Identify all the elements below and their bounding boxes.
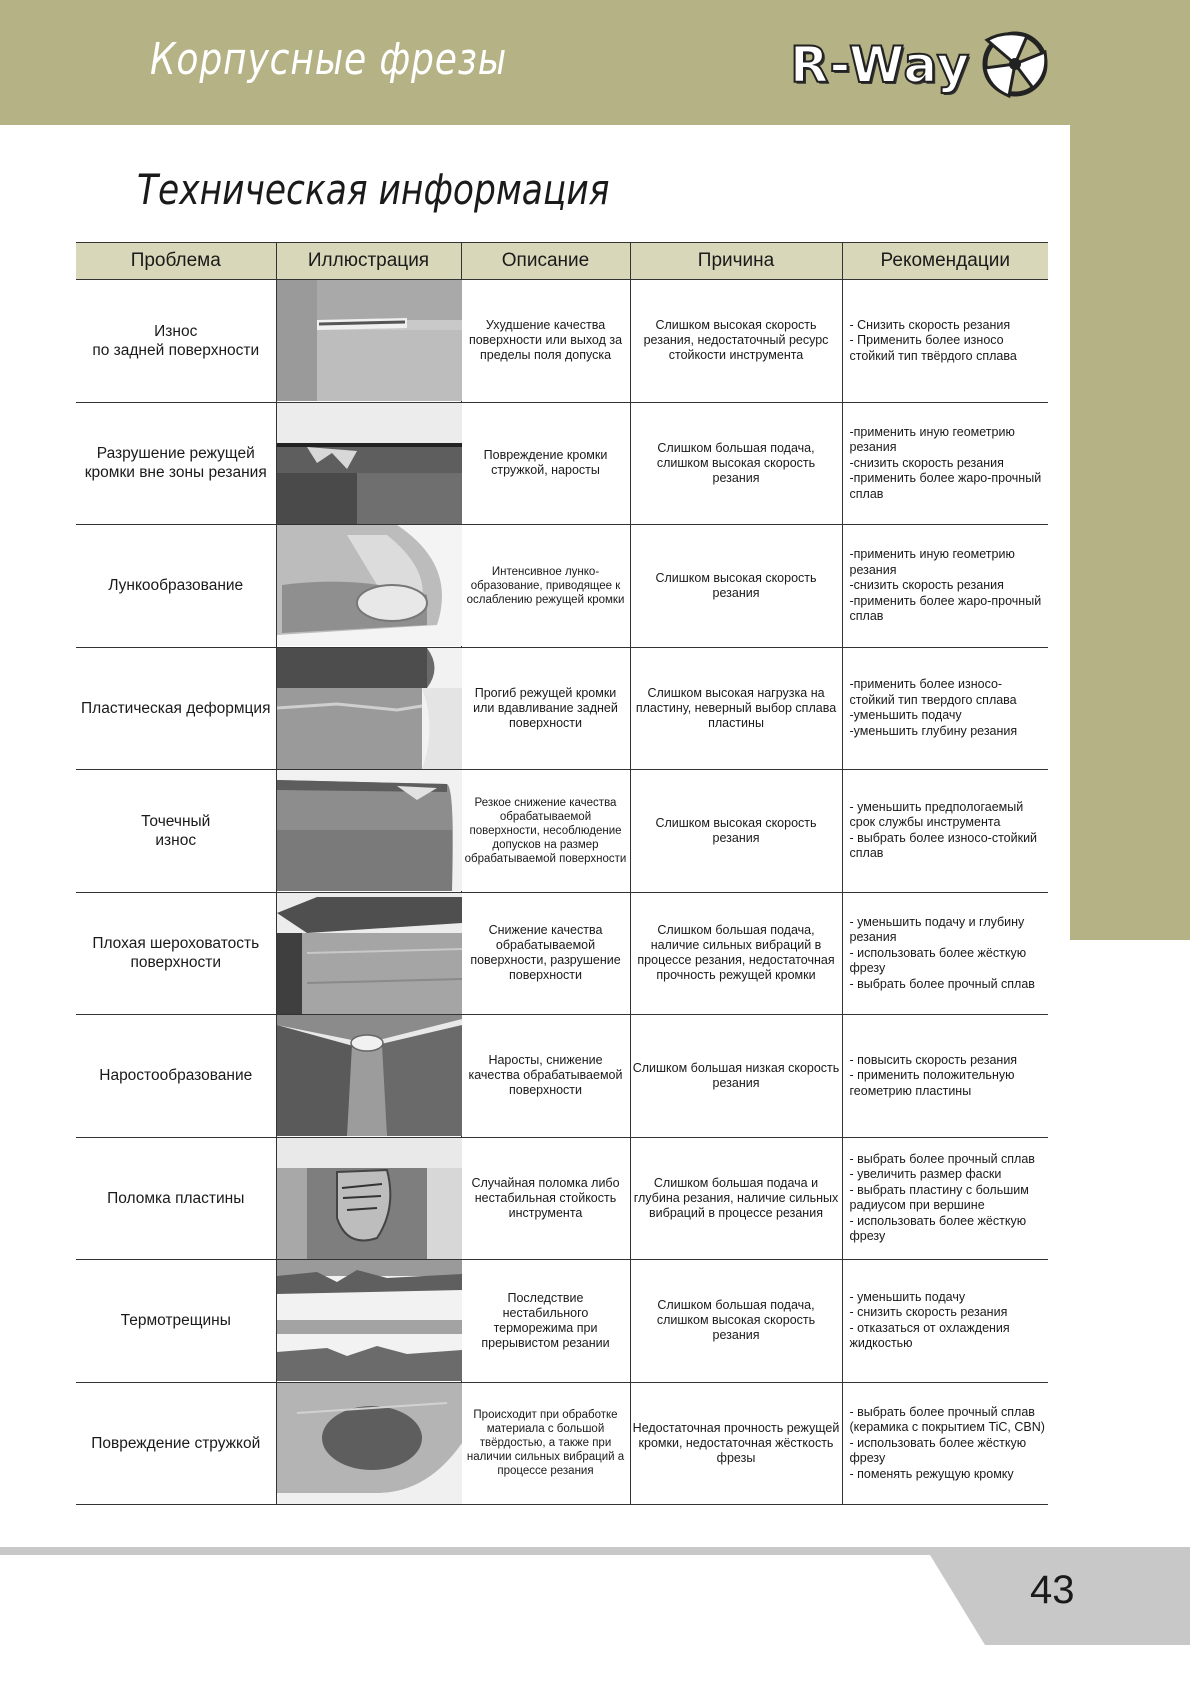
description-cell: Прогиб режущей кромки или вдавливание задней поверхности	[461, 647, 630, 770]
plastic-deformation-photo	[277, 648, 462, 769]
description-cell: Последствие нестабильного терморежима при прерывистом резании	[461, 1260, 630, 1383]
troubleshooting-table	[76, 242, 1048, 1505]
side-band	[1070, 125, 1190, 940]
recommendation-cell: - выбрать более прочный сплав - увеличить размер фаски - выбрать пластину с большим радиусом при вершине - использовать более жёсткую фрезу	[842, 1137, 1048, 1260]
illustration-cell	[276, 892, 461, 1015]
description-cell: Повреждение кромки стружкой, наросты	[461, 402, 630, 525]
description-cell: Происходит при обработке материала с большой твёрдостью, а также при наличии сильных вибраций а процессе резания	[461, 1382, 630, 1505]
illustration-cell	[276, 280, 461, 403]
problem-cell: Наростообразование	[76, 1015, 276, 1138]
table-row	[76, 1015, 1048, 1138]
illustration-cell	[276, 402, 461, 525]
description-cell: Ухудшение качества поверхности или выход за пределы поля допуска	[461, 280, 630, 403]
column-header-problem: Проблема	[76, 243, 276, 280]
page-number: 43	[1030, 1568, 1075, 1612]
description-cell: Случайная поломка либо нестабильная стойкость инструмента	[461, 1137, 630, 1260]
illustration-cell	[276, 647, 461, 770]
cause-cell: Слишком высокая скорость резания, недостаточный ресурс стойкости инструмента	[630, 280, 842, 403]
cause-cell: Слишком высокая нагрузка на пластину, неверный выбор сплава пластины	[630, 647, 842, 770]
recommendation-cell: -применить более износо-стойкий тип твердого сплава -уменьшить подачу -уменьшить глубину резания	[842, 647, 1048, 770]
insert-breakage-photo	[277, 1138, 462, 1259]
illustration-cell	[276, 770, 461, 893]
recommendation-cell: -применить иную геометрию резания -снизить скорость резания -применить более жаро-прочный сплав	[842, 402, 1048, 525]
crater-wear-photo	[277, 525, 462, 646]
column-header-recommendations: Рекомендации	[842, 243, 1048, 280]
section-title: Техническая информация	[137, 165, 610, 214]
footer-band	[0, 1547, 1190, 1555]
recommendation-cell: -применить иную геометрию резания -снизить скорость резания -применить более жаро-прочный сплав	[842, 525, 1048, 648]
cause-cell: Слишком большая подача, наличие сильных вибраций в процессе резания, недостаточная прочность режущей кромки	[630, 892, 842, 1015]
table-row	[76, 770, 1048, 893]
description-cell: Снижение качества обрабатываемой поверхности, разрушение поверхности	[461, 892, 630, 1015]
column-header-illustration: Иллюстрация	[276, 243, 461, 280]
recommendation-cell: - выбрать более прочный сплав (керамика с покрытием TiC, CBN) - использовать более жёсткую фрезу - поменять режущую кромку	[842, 1382, 1048, 1505]
table-row	[76, 892, 1048, 1015]
description-cell: Резкое снижение качества обрабатываемой поверхности, несоблюдение допусков на размер обрабатываемой поверхности	[461, 770, 630, 893]
problem-cell: Термотрещины	[76, 1260, 276, 1383]
cause-cell: Слишком высокая скорость резания	[630, 770, 842, 893]
description-cell: Наросты, снижение качества обрабатываемой поверхности	[461, 1015, 630, 1138]
notch-wear-photo	[277, 770, 462, 891]
table-row	[76, 402, 1048, 525]
cause-cell: Слишком высокая скорость резания	[630, 525, 842, 648]
cause-cell: Недостаточная прочность режущей кромки, недостаточная жёсткость фрезы	[630, 1382, 842, 1505]
illustration-cell	[276, 1015, 461, 1138]
built-up-edge-photo	[277, 1015, 462, 1136]
problem-cell: Разрушение режущей кромки вне зоны резания	[76, 402, 276, 525]
header-title: Корпусные фрезы	[150, 34, 508, 85]
column-header-description: Описание	[461, 243, 630, 280]
problem-cell: Повреждение стружкой	[76, 1382, 276, 1505]
problem-cell: Износ по задней поверхности	[76, 280, 276, 403]
surface-roughness-photo	[277, 893, 462, 1014]
illustration-cell	[276, 1260, 461, 1383]
cause-cell: Слишком большая подача, слишком высокая скорость резания	[630, 402, 842, 525]
tri-blade-logo-icon	[975, 22, 1055, 102]
brand-logo	[790, 22, 1060, 102]
table-row	[76, 525, 1048, 648]
illustration-cell	[276, 1137, 461, 1260]
problem-cell: Точечный износ	[76, 770, 276, 893]
column-header-cause: Причина	[630, 243, 842, 280]
table-row	[76, 1260, 1048, 1383]
recommendation-cell: - уменьшить предпологаемый срок службы инструмента - выбрать более износо-стойкий сплав	[842, 770, 1048, 893]
problem-cell: Лункообразование	[76, 525, 276, 648]
chip-damage-photo	[277, 1383, 462, 1504]
table-row	[76, 280, 1048, 403]
illustration-cell	[276, 525, 461, 648]
problem-cell: Плохая шероховатость поверхности	[76, 892, 276, 1015]
table-header-row	[76, 243, 1048, 280]
recommendation-cell: - повысить скорость резания - применить положительную геометрию пластины	[842, 1015, 1048, 1138]
edge-chipping-photo	[277, 403, 462, 524]
flank-wear-photo	[277, 280, 462, 401]
table-row	[76, 1382, 1048, 1505]
thermal-cracks-photo	[277, 1260, 462, 1381]
problem-cell: Пластическая деформция	[76, 647, 276, 770]
recommendation-cell: - уменьшить подачу - снизить скорость резания - отказаться от охлаждения жидкостью	[842, 1260, 1048, 1383]
description-cell: Интенсивное лунко-образование, приводящее к ослаблению режущей кромки	[461, 525, 630, 648]
cause-cell: Слишком большая низкая скорость резания	[630, 1015, 842, 1138]
recommendation-cell: - Снизить скорость резания - Применить более износо стойкий тип твёрдого сплава	[842, 280, 1048, 403]
recommendation-cell: - уменьшить подачу и глубину резания - использовать более жёсткую фрезу - выбрать более прочный сплав	[842, 892, 1048, 1015]
logo-text: R-Way	[790, 36, 971, 94]
illustration-cell	[276, 1382, 461, 1505]
table-row	[76, 647, 1048, 770]
cause-cell: Слишком большая подача и глубина резания, наличие сильных вибраций в процессе резания	[630, 1137, 842, 1260]
table-row	[76, 1137, 1048, 1260]
cause-cell: Слишком большая подача, слишком высокая скорость резания	[630, 1260, 842, 1383]
problem-cell: Поломка пластины	[76, 1137, 276, 1260]
